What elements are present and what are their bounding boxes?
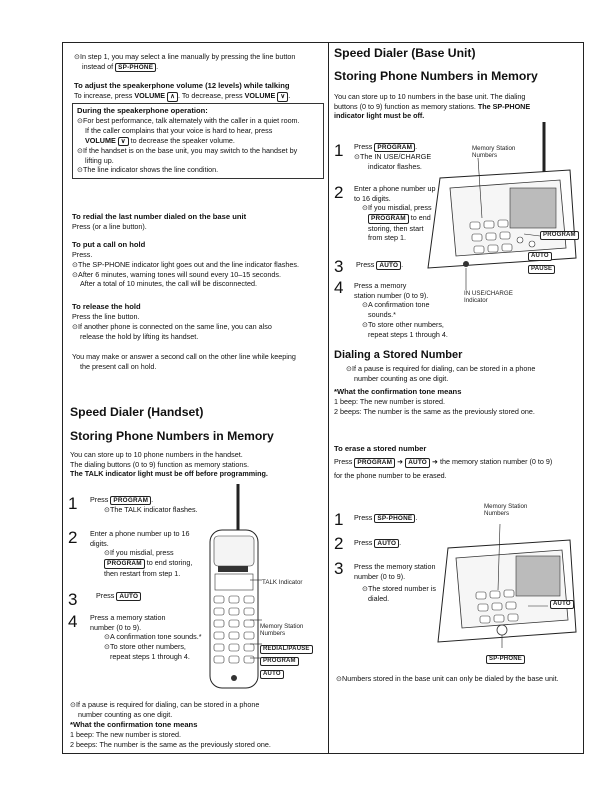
storing-numbers-title: Storing Phone Numbers in Memory xyxy=(334,69,538,83)
auto-key-label: AUTO xyxy=(260,670,284,679)
step-number: 3 xyxy=(334,257,344,276)
volume-up-key: ∧ xyxy=(167,92,178,101)
step-2: Enter a phone number up to 16 digits. ⊙If you misdial, press PROGRAM to end storing, then start from step 1. xyxy=(354,184,436,243)
pause-note: ⊙If a pause is required for dialing, can be stored in a phone number counting as one digit. xyxy=(70,700,260,719)
program-key: PROGRAM xyxy=(374,143,415,152)
talk-indicator-label: TALK Indicator xyxy=(262,579,303,586)
handset-intro: You can store up to 10 phone numbers in the handset. The dialing buttons (0 to 9) function as memory stations. The TALK indicator light must be off before programming. xyxy=(70,450,268,479)
erase-section: To erase a stored number Press PROGRAM ➜ AUTO ➜ the memory station number (0 to 9) for the phone number to be erased. xyxy=(334,444,553,480)
auto-key: AUTO xyxy=(374,539,399,548)
pause-key-label: PAUSE xyxy=(528,265,555,274)
auto-key-label: AUTO xyxy=(550,600,574,609)
erase-step-2: Press AUTO . xyxy=(354,538,402,547)
footer-note: ⊙Numbers stored in the base unit can only be dialed by the base unit. xyxy=(336,674,559,683)
program-key-label: PROGRAM xyxy=(260,657,299,666)
second-call-note: You may make or answer a second call on the other line while keeping the present call on hold. xyxy=(72,352,296,371)
volume-down-key: ∨ xyxy=(277,92,288,101)
hold-section: To put a call on hold Press. ⊙The SP-PHONE indicator light goes out and the line indicator flashes. ⊙After 6 minutes, warning tones will sound every 10–15 seconds. After a total of 10 minutes, the call will be disconnected. xyxy=(72,240,299,289)
step-3: Press AUTO xyxy=(96,591,206,601)
sp-phone-key-label: SP-PHONE xyxy=(486,655,525,664)
speed-dialer-base-title: Speed Dialer (Base Unit) xyxy=(334,46,476,60)
step-number: 4 xyxy=(334,278,344,297)
speakerphone-box: During the speakerphone operation: ⊙For best performance, talk alternately with the caller in a quiet room. If the caller complains that your voice is hard to hear, press VOLUME ∨ to decrease the speaker volume. ⊙If the handset is on the base unit, you may switch to the handset by lifting up. ⊙The line indicator shows the line condition. xyxy=(72,103,324,179)
in-use-indicator-label: IN USE/CHARGE Indicator xyxy=(464,290,513,305)
program-key: PROGRAM xyxy=(110,496,151,505)
step-1: Press PROGRAM . ⊙The IN USE/CHARGE indicator flashes. xyxy=(354,142,432,172)
memory-station-label: Memory Station Numbers xyxy=(260,623,304,638)
step-number: 1 xyxy=(334,141,344,160)
dial-pause-note: ⊙If a pause is required for dialing, can be stored in a phone number counting as one digit. xyxy=(346,364,536,383)
confirmation-tone-section: *What the confirmation tone means 1 beep: The new number is stored. 2 beeps: The number is the same as the previously stored one. xyxy=(70,720,271,749)
step-number: 2 xyxy=(334,183,344,202)
volume-section: To adjust the speakerphone volume (12 levels) while talking To increase, press VOLUME ∧ . To decrease, press VOLUME ∨ . xyxy=(74,81,291,101)
step-number: 2 xyxy=(334,534,344,553)
step-2: Enter a phone number up to 16 digits. ⊙If you misdial, press PROGRAM to end storing, then restart from step 1. xyxy=(90,529,193,578)
memory-station-label: Memory Station Numbers xyxy=(484,503,528,518)
step-number: 1 xyxy=(334,510,344,529)
base-unit-illustration xyxy=(420,118,580,290)
erase-step-3: Press the memory station number (0 to 9). ⊙The stored number is dialed. xyxy=(354,562,436,604)
base-unit-illustration-2 xyxy=(432,520,580,650)
step-number: 3 xyxy=(68,590,78,609)
storing-numbers-title: Storing Phone Numbers in Memory xyxy=(70,429,274,443)
auto-key: AUTO xyxy=(116,592,141,601)
memory-station-label: Memory Station Numbers xyxy=(472,145,516,160)
speed-dialer-handset-title: Speed Dialer (Handset) xyxy=(70,405,204,419)
line-select-note: ⊙In step 1, you may select a line manually by pressing the line button instead of SP-PHONE . xyxy=(74,52,296,71)
release-hold-section: To release the hold Press the line button. ⊙If another phone is connected on the same line, you can also release the hold by lifting its handset. xyxy=(72,302,272,341)
step-4: Press a memory station number (0 to 9). ⊙A confirmation tone sounds.* ⊙To store other numbers, repeat steps 1 through 4. xyxy=(354,281,448,339)
erase-step-1: Press SP-PHONE . xyxy=(354,513,418,522)
auto-key-label: AUTO xyxy=(528,252,552,261)
column-divider xyxy=(328,42,329,754)
auto-key: AUTO xyxy=(376,261,401,270)
program-key: PROGRAM xyxy=(104,559,145,568)
dialing-stored-title: Dialing a Stored Number xyxy=(334,349,463,361)
volume-down-key: ∨ xyxy=(118,137,129,146)
auto-key: AUTO xyxy=(405,458,430,467)
program-key: PROGRAM xyxy=(368,214,409,223)
step-number: 1 xyxy=(68,494,78,513)
sp-phone-key: SP-PHONE xyxy=(115,63,156,72)
program-key: PROGRAM xyxy=(354,458,395,467)
step-4: Press a memory station number (0 to 9). ⊙A confirmation tone sounds.* ⊙To store other numbers, repeat steps 1 through 4. xyxy=(90,613,202,661)
redial-pause-key-label: REDIAL/PAUSE xyxy=(260,645,313,654)
redial-section: To redial the last number dialed on the base unit Press (or a line button). xyxy=(72,212,247,232)
program-key-label: PROGRAM xyxy=(540,231,579,240)
confirmation-tone-section: *What the confirmation tone means 1 beep: The new number is stored. 2 beeps: The number is the same as the previously stored one. xyxy=(334,387,535,416)
base-intro: You can store up to 10 numbers in the base unit. The dialing buttons (0 to 9) function as memory stations. The SP-PHONE indicator light must be off. xyxy=(334,92,531,121)
sp-phone-key: SP-PHONE xyxy=(374,514,415,523)
step-number: 3 xyxy=(334,559,344,578)
step-3: Press AUTO . xyxy=(356,260,404,269)
step-number: 2 xyxy=(68,528,78,547)
step-number: 4 xyxy=(68,612,78,631)
step-1: Press PROGRAM . ⊙The TALK indicator flashes. xyxy=(90,495,198,515)
